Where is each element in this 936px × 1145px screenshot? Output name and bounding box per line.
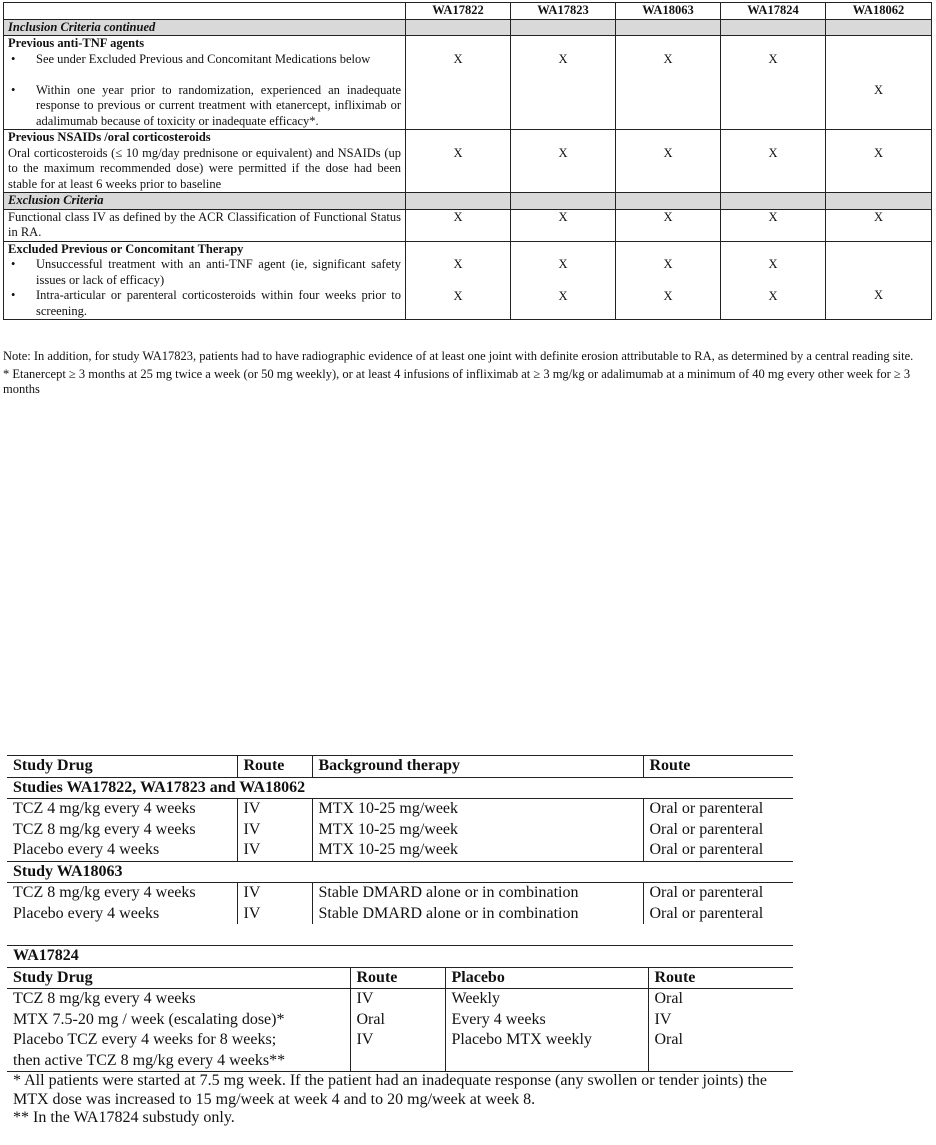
footnote-text: * Etanercept ≥ 3 months at 25 mg twice a week (or 50 mg weekly), or at least 4 infusions of infliximab at ≥ 3 mg/kg or adalimumab at a minimum of 40 mg every other week for ≥ 3 months [3, 366, 911, 396]
x-mark: X [453, 257, 463, 271]
route-cell: Oral [350, 1010, 445, 1031]
route-cell: Oral or parenteral [643, 904, 793, 925]
x-mark: X [768, 288, 778, 303]
background-cell: MTX 10-25 mg/week [312, 820, 643, 841]
column-header: Placebo [445, 967, 648, 989]
table-row [7, 989, 793, 1010]
criteria-table [3, 2, 932, 320]
criteria-row-nsaids [4, 130, 932, 193]
drug-cell: Placebo every 4 weeks [13, 904, 160, 922]
x-mark: X [873, 82, 884, 97]
criteria-bullet: • Intra-articular or parenteral corticosteroids within four weeks prior to screening. [36, 288, 401, 319]
column-header: WA18062 [826, 3, 932, 20]
wa17824-header-row [7, 967, 793, 989]
group-label: Study WA18063 [7, 861, 793, 883]
column-header: Route [648, 967, 793, 989]
footnote-text: ** In the WA17824 substudy only. [13, 1109, 235, 1126]
placebo-cell: Weekly [445, 989, 648, 1010]
drug-cell: TCZ 4 mg/kg every 4 weeks [13, 800, 196, 817]
drug-header-row [7, 756, 793, 778]
route-cell: IV [648, 1010, 793, 1031]
section-row-exclusion [4, 193, 932, 210]
criteria-text: Oral corticosteroids (≤ 10 mg/day prednisone or equivalent) and NSAIDs (up to the maximum recommended dose) were permitted if the dose had been stable for at least 6 weeks prior to baseline [8, 145, 401, 191]
route-cell: Oral or parenteral [643, 799, 793, 820]
route-cell: IV [350, 989, 445, 1010]
x-mark: X [663, 257, 673, 271]
criteria-row-excluded-therapy [4, 241, 932, 320]
route-cell: Oral [648, 989, 793, 1010]
route-cell: Oral or parenteral [643, 820, 793, 841]
background-cell: MTX 10-25 mg/week [312, 840, 643, 861]
study-drug-table [7, 755, 793, 924]
note-text: Note: In addition, for study WA17823, patients had to have radiographic evidence of at least one joint with definite erosion attributable to RA, as determined by a central reading site. [3, 349, 914, 363]
wa17824-title-row [7, 946, 793, 968]
x-mark: X [511, 209, 616, 241]
placebo-cell: Every 4 weeks [445, 1010, 648, 1031]
route-cell: Oral or parenteral [643, 840, 793, 861]
section-row-inclusion [4, 19, 932, 36]
x-mark: X [453, 288, 463, 303]
column-header: WA17824 [721, 3, 826, 20]
x-mark: X [663, 51, 673, 66]
column-header: WA17823 [511, 3, 616, 20]
table-row [7, 904, 793, 925]
criteria-text: Functional class IV as defined by the ACR Classification of Functional Status in RA. [4, 209, 406, 241]
column-header: Study Drug [7, 967, 350, 989]
criteria-header-row [4, 3, 932, 20]
background-cell: MTX 10-25 mg/week [312, 799, 643, 820]
table-row [7, 1030, 793, 1072]
route-cell: IV [350, 1030, 445, 1072]
x-mark: X [768, 145, 778, 160]
criteria-cell [4, 130, 406, 193]
x-mark: X [558, 145, 568, 160]
criteria-row-functional [4, 209, 932, 241]
footnote-text: * All patients were started at 7.5 mg week. If the patient had an inadequate response (any swollen or tender joints) the MTX dose was increased to 15 mg/week at week 4 and to 20 mg/week at week 8. [13, 1072, 767, 1108]
column-header: WA17822 [406, 3, 511, 20]
criteria-bullet: • Within one year prior to randomization, experienced an inadequate response to previous or current treatment with etanercept, infliximab or adalimumab because of toxicity or inadequate efficacy*. [36, 83, 401, 130]
x-mark: X [453, 51, 463, 66]
criteria-notes [3, 349, 931, 400]
wa17824-notes [13, 1072, 793, 1128]
route-cell: IV [237, 799, 312, 820]
table-row [7, 1010, 793, 1031]
drug-line: then active TCZ 8 mg/kg every 4 weeks** [13, 1051, 286, 1069]
x-mark: X [663, 145, 673, 160]
x-mark: X [558, 51, 568, 66]
placebo-cell: Placebo MTX weekly [445, 1030, 648, 1072]
x-mark: X [873, 145, 884, 160]
x-mark: X [558, 288, 568, 303]
x-mark: X [826, 209, 932, 241]
column-header: Route [643, 756, 793, 778]
x-mark: X [616, 209, 721, 241]
x-mark: X [406, 209, 511, 241]
criteria-row-anti-tnf [4, 36, 932, 130]
table-row [7, 840, 793, 861]
criteria-corner-cell [4, 3, 406, 20]
route-cell: IV [237, 904, 312, 925]
column-header: Route [237, 756, 312, 778]
criteria-bullet: • Unsuccessful treatment with an anti-TNF agent (ie, significant safety issues or lack of efficacy) [36, 257, 401, 288]
criteria-cell [4, 36, 406, 130]
criteria-cell [4, 241, 406, 320]
table-row [7, 883, 793, 904]
x-mark: X [768, 51, 778, 66]
drug-cell [7, 1030, 350, 1072]
column-header: Route [350, 967, 445, 989]
route-cell: Oral or parenteral [643, 883, 793, 904]
route-cell: IV [237, 840, 312, 861]
wa17824-table [7, 945, 793, 1072]
x-mark: X [768, 257, 778, 271]
table-row [7, 820, 793, 841]
table-title: WA17824 [7, 946, 793, 968]
drug-cell: MTX 7.5-20 mg / week (escalating dose)* [13, 1010, 285, 1028]
section-label: Exclusion Criteria [4, 193, 406, 210]
column-header: Background therapy [312, 756, 643, 778]
route-cell: Oral [648, 1030, 793, 1072]
x-mark: X [873, 288, 884, 302]
background-cell: Stable DMARD alone or in combination [312, 883, 643, 904]
x-mark: X [721, 209, 826, 241]
criteria-heading: Previous NSAIDs /oral corticosteroids [8, 130, 211, 144]
drug-cell: TCZ 8 mg/kg every 4 weeks [13, 884, 196, 901]
background-cell: Stable DMARD alone or in combination [312, 904, 643, 925]
drug-cell: TCZ 8 mg/kg every 4 weeks [13, 820, 196, 838]
x-mark: X [558, 257, 568, 271]
group-row [7, 861, 793, 883]
x-mark: X [453, 145, 463, 160]
column-header: Study Drug [7, 756, 237, 778]
table-row [7, 799, 793, 820]
drug-cell: Placebo every 4 weeks [7, 840, 237, 861]
x-mark: X [663, 288, 673, 303]
criteria-bullet: • See under Excluded Previous and Concomitant Medications below [36, 52, 401, 83]
drug-line: Placebo TCZ every 4 weeks for 8 weeks; [13, 1031, 277, 1048]
drug-cell: TCZ 8 mg/kg every 4 weeks [13, 990, 196, 1007]
route-cell: IV [237, 883, 312, 904]
section-label: Inclusion Criteria continued [4, 19, 406, 36]
criteria-heading: Excluded Previous or Concomitant Therapy [8, 241, 244, 256]
route-cell: IV [237, 820, 312, 841]
criteria-heading: Previous anti-TNF agents [8, 36, 145, 50]
group-row [7, 777, 793, 799]
column-header: WA18063 [616, 3, 721, 20]
group-label: Studies WA17822, WA17823 and WA18062 [7, 777, 793, 799]
